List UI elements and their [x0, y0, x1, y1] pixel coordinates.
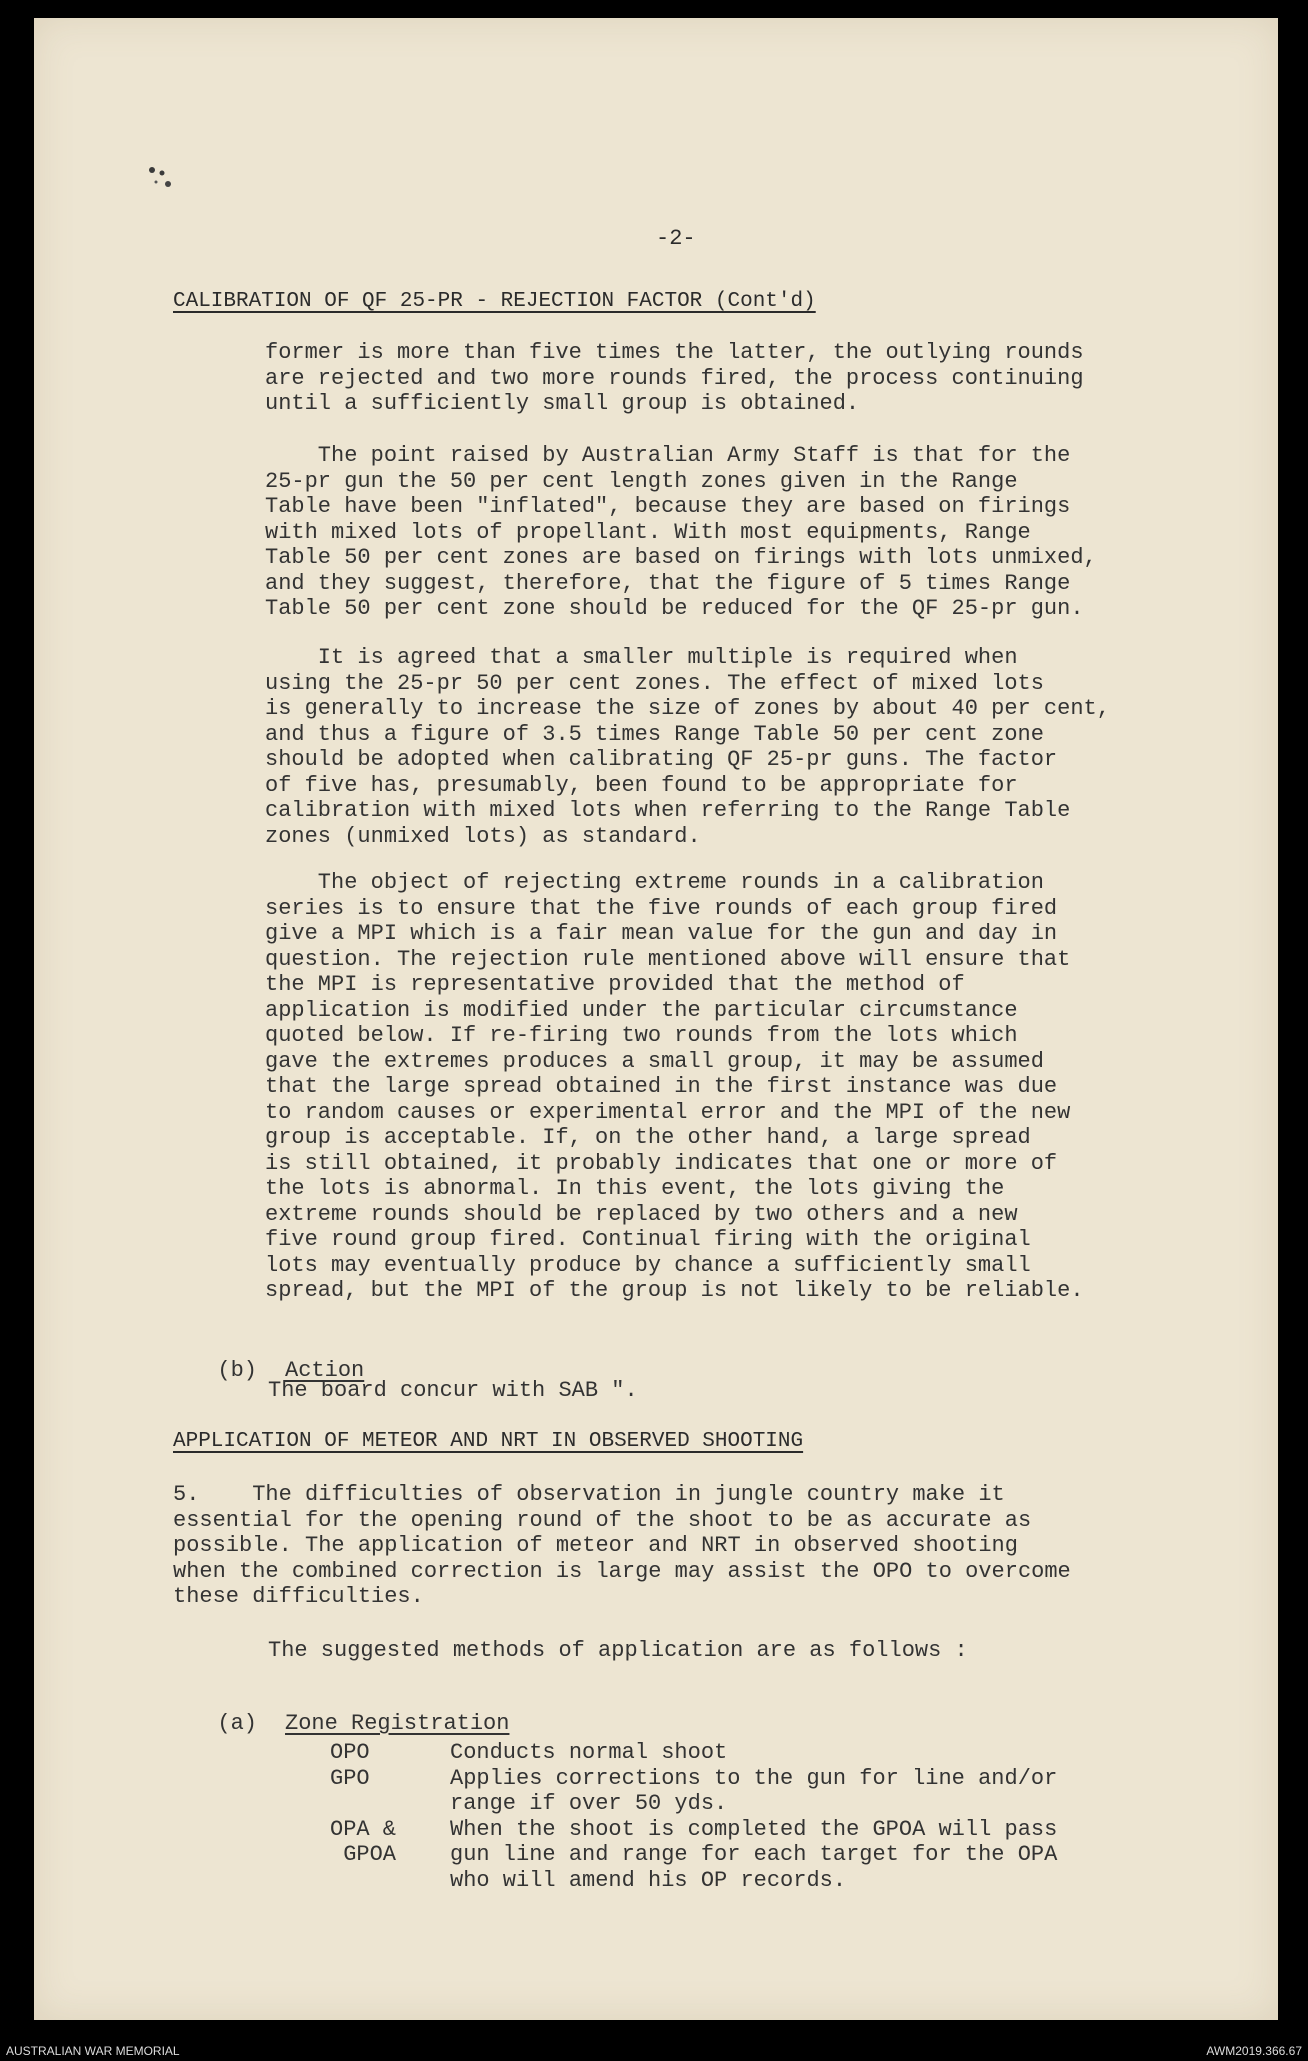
- role-description: When the shoot is completed the GPOA will pass gun line and range for each target for the OPA who will amend his OP records.: [450, 1816, 1058, 1893]
- role-description: Conducts normal shoot: [450, 1740, 728, 1765]
- paragraph-5: 5. The difficulties of observation in jungle country make it essential for the opening round of the shoot to be as accurate as possible. The application of meteor and NRT in observed shooting when the combined correction is large may assist the OPO to overcome these difficulties.: [173, 1482, 1071, 1609]
- subsection-action: [191, 1333, 364, 1383]
- subsection-label: (a): [217, 1711, 258, 1736]
- role-row: [330, 1766, 1057, 1817]
- footer-accession-number: AWM2019.366.67: [1206, 2044, 1302, 2058]
- role-row: [330, 1740, 1057, 1766]
- methods-intro: The suggested methods of application are as follows :: [268, 1638, 968, 1663]
- role-name: OPA & GPOA: [330, 1816, 397, 1867]
- role-row: [330, 1817, 1057, 1894]
- subsection-label: (b): [217, 1358, 258, 1383]
- paragraph-agreed: It is agreed that a smaller multiple is required when using the 25-pr 50 per cent zones. The effect of mixed lots is generally to increase the size of zones by about 40 per cent, and thus a figure of 3.5 times Range Table 50 per cent zone should be adopted when calibrating QF 25-pr guns. The factor of five has, presumably, been found to be appropriate for calibration with mixed lots when referring to the Range Table zones (unmixed lots) as standard.: [265, 645, 1110, 849]
- role-name: GPO: [330, 1765, 370, 1791]
- role-name: OPO: [330, 1740, 370, 1765]
- subsection-title: Zone Registration: [285, 1711, 510, 1736]
- footer-institution: AUSTRALIAN WAR MEMORIAL: [6, 2044, 180, 2058]
- section-heading-calibration: CALIBRATION OF QF 25-PR - REJECTION FACTOR (Cont'd): [173, 290, 816, 313]
- subsection-zone-registration: [191, 1686, 509, 1736]
- page-number: -2-: [656, 226, 696, 251]
- role-description: Applies corrections to the gun for line and/or range if over 50 yds.: [450, 1765, 1058, 1816]
- paragraph-point-raised: The point raised by Australian Army Staff is that for the 25-pr gun the 50 per cent length zones given in the Range Table have been "inflated", because they are based on firings with mixed lots of propellant. With most equipments, Range Table 50 per cent zones are based on firings with lots unmixed, and they suggest, therefore, that the figure of 5 times Range Table 50 per cent zone should be reduced for the QF 25-pr gun.: [265, 443, 1097, 621]
- ink-blot-icon: [142, 160, 182, 200]
- paragraph-continuation: former is more than five times the latter, the outlying rounds are rejected and two more rounds fired, the process continuing until a sufficiently small group is obtained.: [265, 340, 1084, 416]
- section-heading-meteor: APPLICATION OF METEOR AND NRT IN OBSERVED SHOOTING: [173, 1430, 804, 1453]
- paragraph-object: The object of rejecting extreme rounds in a calibration series is to ensure that the five rounds of each group fired give a MPI which is a fair mean value for the gun and day in question. The rejection rule mentioned above will ensure that the MPI is representative provided that the method of application is modified under the particular circumstance quoted below. If re-firing two rounds from the lots which gave the extremes produces a small group, it may be assumed that the large spread obtained in the first instance was due to random causes or experimental error and the MPI of the new group is acceptable. If, on the other hand, a large spread is still obtained, it probably indicates that one or more of the lots is abnormal. In this event, the lots giving the extreme rounds should be replaced by two others and a new five round group fired. Continual firing with the original lots may eventually produce by chance a sufficiently small spread, but the MPI of the group is not likely to be reliable.: [265, 870, 1084, 1303]
- subsection-title: Action: [285, 1358, 365, 1383]
- action-text: The board concur with SAB ".: [268, 1378, 638, 1403]
- roles-table: [330, 1740, 1057, 1893]
